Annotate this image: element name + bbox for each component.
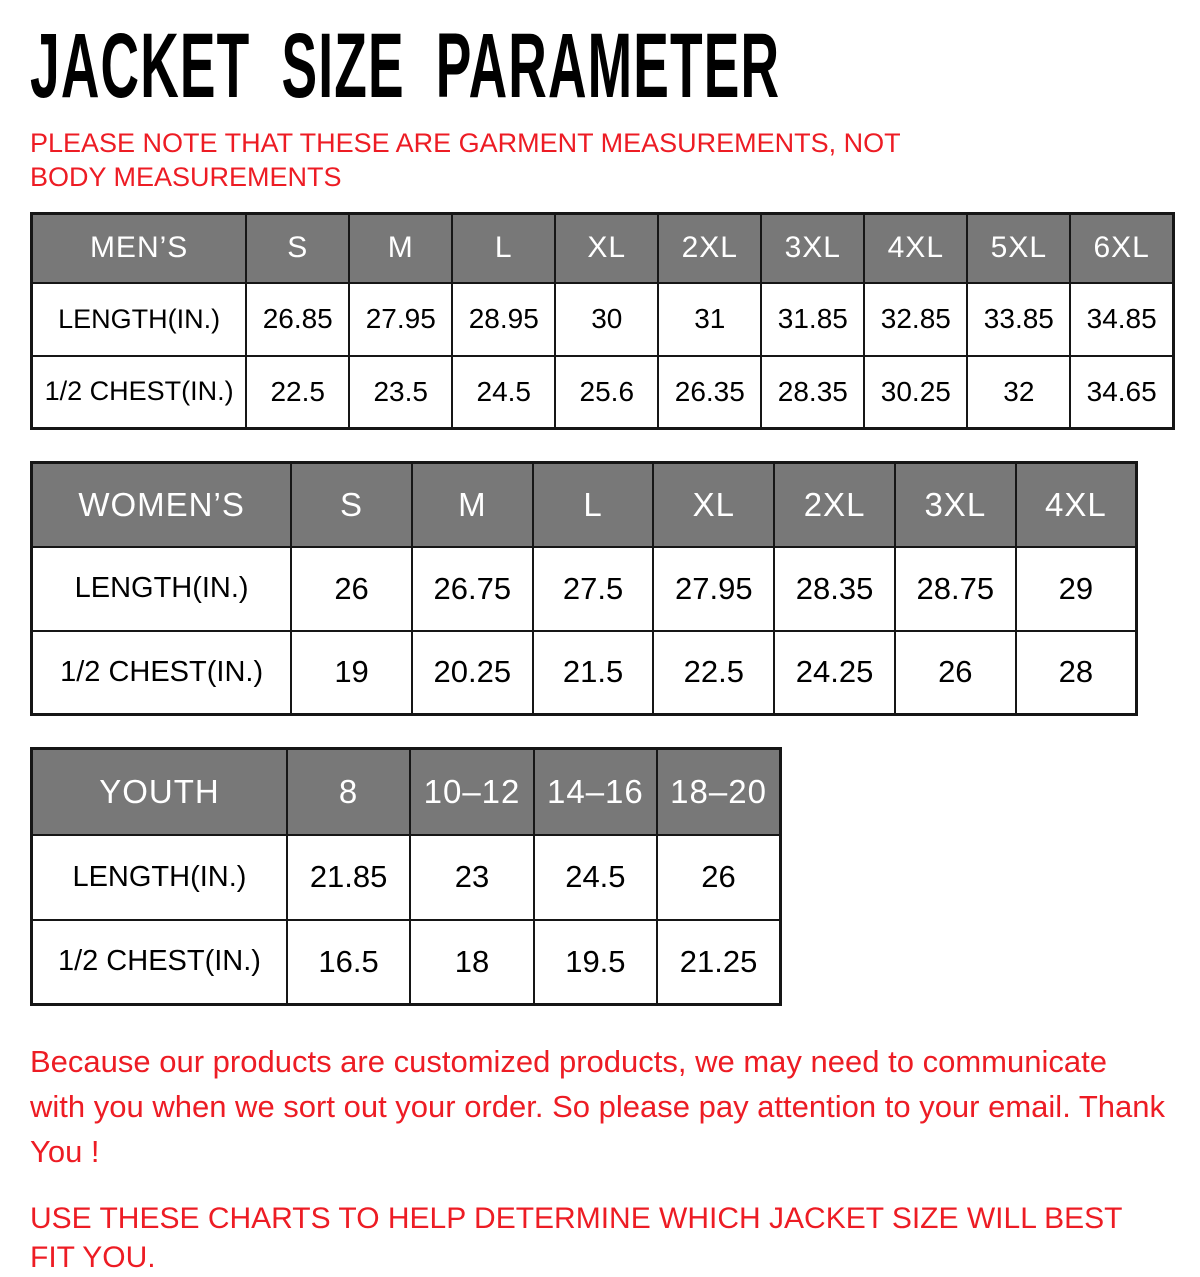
footer-communication-note: Because our products are customized products, we may need to communicate with you when we sort out your order. So please pay attention to your email. Thank You ! — [30, 1044, 1166, 1169]
value-cell: 26 — [657, 835, 780, 920]
value-cell: 27.5 — [533, 547, 654, 631]
mens-size-header-cell: XL — [555, 214, 658, 283]
youth-data-row — [32, 835, 781, 920]
value-cell: 23 — [410, 835, 533, 920]
mens-size-header-cell: 3XL — [761, 214, 864, 283]
mens-size-table — [30, 212, 1175, 430]
mens-header-row — [32, 214, 1174, 283]
value-cell: 32 — [967, 356, 1070, 429]
value-cell: 26.85 — [246, 283, 349, 356]
value-cell: 32.85 — [864, 283, 967, 356]
womens-size-header-cell: M — [412, 463, 533, 547]
womens-size-header-cell: 3XL — [895, 463, 1016, 547]
size-tables-container — [30, 212, 1180, 1006]
mens-data-row — [32, 356, 1174, 429]
mens-size-header-cell: L — [452, 214, 555, 283]
mens-size-header-cell: 2XL — [658, 214, 761, 283]
value-cell: 26.35 — [658, 356, 761, 429]
value-cell: 23.5 — [349, 356, 452, 429]
value-cell: 31.85 — [761, 283, 864, 356]
value-cell: 26 — [895, 631, 1016, 715]
value-cell: 28 — [1016, 631, 1137, 715]
value-cell: 18 — [410, 920, 533, 1005]
value-cell: 21.25 — [657, 920, 780, 1005]
mens-size-header-cell: M — [349, 214, 452, 283]
value-cell: 22.5 — [246, 356, 349, 429]
value-cell: 21.85 — [287, 835, 410, 920]
womens-data-row — [32, 631, 1137, 715]
value-cell: 26 — [291, 547, 412, 631]
value-cell: 27.95 — [349, 283, 452, 356]
value-cell: 28.35 — [761, 356, 864, 429]
youth-size-header-cell: 8 — [287, 749, 410, 835]
value-cell: 27.95 — [653, 547, 774, 631]
youth-size-header-cell: 14–16 — [534, 749, 657, 835]
womens-size-header-cell: S — [291, 463, 412, 547]
row-label: 1/2 CHEST(IN.) — [32, 356, 247, 429]
page-title: JACKET SIZE PARAMETER — [30, 15, 781, 117]
womens-header-row — [32, 463, 1137, 547]
mens-data-row — [32, 283, 1174, 356]
youth-size-table — [30, 747, 782, 1006]
youth-data-row — [32, 920, 781, 1005]
value-cell: 34.65 — [1070, 356, 1173, 429]
value-cell: 26.75 — [412, 547, 533, 631]
garment-measurement-note: PLEASE NOTE THAT THESE ARE GARMENT MEASUREMENTS, NOT BODY MEASUREMENTS — [30, 128, 901, 193]
mens-size-header-cell: 4XL — [864, 214, 967, 283]
row-label: LENGTH(IN.) — [32, 283, 247, 356]
value-cell: 16.5 — [287, 920, 410, 1005]
value-cell: 24.5 — [452, 356, 555, 429]
value-cell: 20.25 — [412, 631, 533, 715]
value-cell: 25.6 — [555, 356, 658, 429]
value-cell: 19 — [291, 631, 412, 715]
mens-size-header-cell: 5XL — [967, 214, 1070, 283]
value-cell: 21.5 — [533, 631, 654, 715]
womens-size-header-cell: 4XL — [1016, 463, 1137, 547]
value-cell: 28.35 — [774, 547, 895, 631]
womens-size-header-cell: L — [533, 463, 654, 547]
footer-usage-note: USE THESE CHARTS TO HELP DETERMINE WHICH JACKET SIZE WILL BEST FIT YOU. — [30, 1201, 1122, 1274]
youth-size-header-cell: 18–20 — [657, 749, 780, 835]
value-cell: 24.5 — [534, 835, 657, 920]
womens-size-header-cell: 2XL — [774, 463, 895, 547]
value-cell: 34.85 — [1070, 283, 1173, 356]
value-cell: 33.85 — [967, 283, 1070, 356]
value-cell: 24.25 — [774, 631, 895, 715]
youth-size-header-cell: 10–12 — [410, 749, 533, 835]
youth-header-row — [32, 749, 781, 835]
value-cell: 28.75 — [895, 547, 1016, 631]
value-cell: 29 — [1016, 547, 1137, 631]
value-cell: 19.5 — [534, 920, 657, 1005]
mens-table-title-cell: MEN’S — [32, 214, 247, 283]
mens-size-header-cell: 6XL — [1070, 214, 1173, 283]
row-label: 1/2 CHEST(IN.) — [32, 631, 292, 715]
mens-size-header-cell: S — [246, 214, 349, 283]
row-label: LENGTH(IN.) — [32, 835, 287, 920]
row-label: 1/2 CHEST(IN.) — [32, 920, 287, 1005]
womens-data-row — [32, 547, 1137, 631]
youth-table-title-cell: YOUTH — [32, 749, 287, 835]
womens-table-title-cell: WOMEN’S — [32, 463, 292, 547]
value-cell: 22.5 — [653, 631, 774, 715]
value-cell: 31 — [658, 283, 761, 356]
value-cell: 30 — [555, 283, 658, 356]
womens-size-header-cell: XL — [653, 463, 774, 547]
value-cell: 28.95 — [452, 283, 555, 356]
womens-size-table — [30, 461, 1138, 716]
value-cell: 30.25 — [864, 356, 967, 429]
row-label: LENGTH(IN.) — [32, 547, 292, 631]
